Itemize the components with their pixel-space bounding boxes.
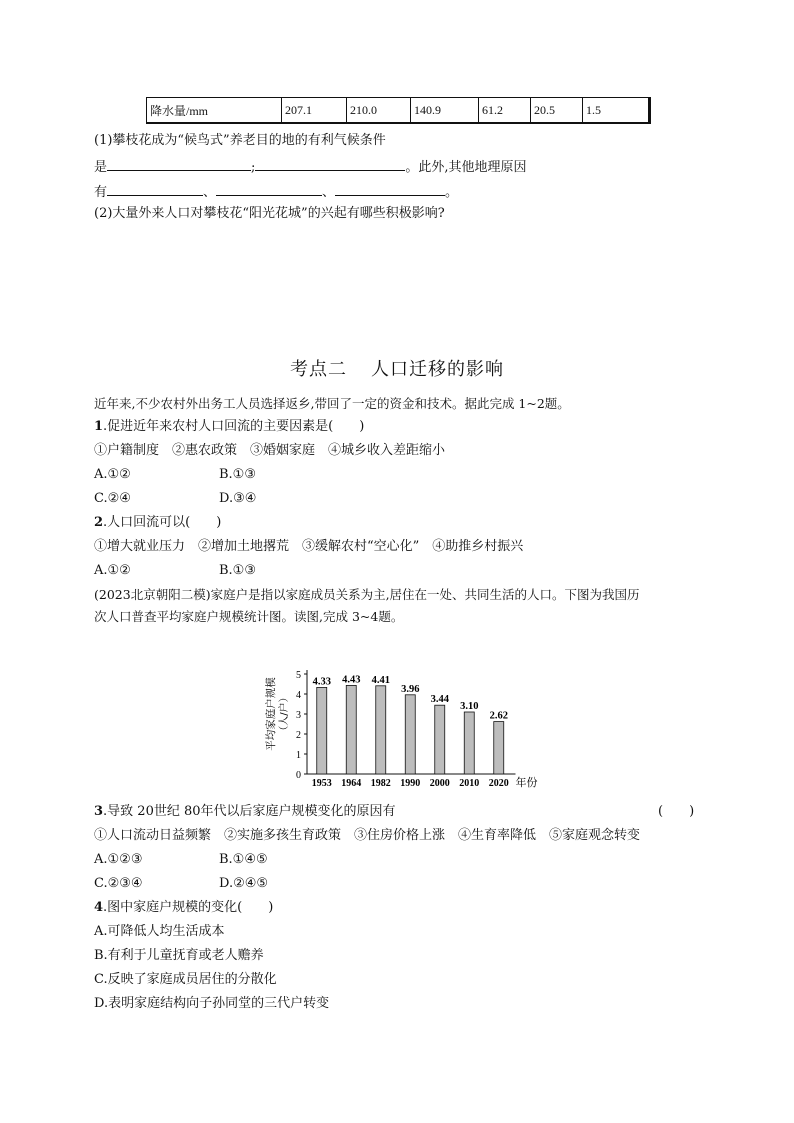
y-axis-unit-label: （人/户） xyxy=(279,692,290,736)
text: 。 xyxy=(445,185,459,200)
x-tick-label: 1964 xyxy=(341,778,362,789)
x-tick-label: 1982 xyxy=(370,778,391,789)
y-tick-label: 0 xyxy=(296,770,301,781)
x-tick-label: 2000 xyxy=(429,778,450,789)
x-tick-label: 2010 xyxy=(459,778,480,789)
bar xyxy=(317,687,327,774)
question-1-option-b[interactable]: B.①③ xyxy=(219,467,256,482)
answer-blank[interactable] xyxy=(107,156,251,171)
answer-blank[interactable] xyxy=(255,156,405,171)
answer-blank[interactable] xyxy=(335,181,445,196)
question-3-option-c[interactable]: C.②③④ xyxy=(94,876,143,891)
bar-value-label: 2.62 xyxy=(489,710,508,722)
question-1-option-c[interactable]: C.②④ xyxy=(94,491,131,506)
x-axis-label: 年份 xyxy=(515,776,538,789)
question-part1-line1: (1)攀枝花成为“候鸟式”养老目的地的有利气候条件 xyxy=(94,133,386,148)
text: .促进近年来农村人口回流的主要因素是( ) xyxy=(103,419,365,434)
bar-value-label: 3.44 xyxy=(430,694,449,706)
table-cell: 61.2 xyxy=(479,98,531,124)
question-4-option-c[interactable]: C.反映了家庭成员居住的分散化 xyxy=(94,972,277,987)
bar-value-label: 3.96 xyxy=(401,683,420,695)
question-number: 2 xyxy=(94,515,104,530)
text: 。此外,其他地理原因 xyxy=(405,160,527,175)
question-1-option-d[interactable]: D.③④ xyxy=(219,491,257,506)
text: 是 xyxy=(94,160,108,175)
y-axis-label: 平均家庭户规模 xyxy=(265,677,277,751)
text: .导致 20世纪 80年代以后家庭户规模变化的原因有 xyxy=(103,804,396,819)
question-2-option-a[interactable]: A.①② xyxy=(94,563,131,578)
bar xyxy=(464,712,474,774)
table-cell-label: 降水量/mm xyxy=(147,98,282,124)
question-3-items: ①人口流动日益频繁 ②实施多孩生育政策 ③住房价格上涨 ④生育率降低 ⑤家庭观念转变 xyxy=(94,828,641,843)
y-tick-label: 5 xyxy=(296,670,301,681)
question-number: 3 xyxy=(94,804,104,819)
question-part1-line2 xyxy=(94,156,527,177)
y-tick-label: 3 xyxy=(296,710,301,721)
y-tick-label: 2 xyxy=(296,730,301,741)
question-2-stem xyxy=(94,514,221,532)
question-3-option-a[interactable]: A.①②③ xyxy=(94,852,143,867)
text: .图中家庭户规模的变化( ) xyxy=(103,900,274,915)
bar-value-label: 4.33 xyxy=(312,676,331,688)
question-3-option-b[interactable]: B.①④⑤ xyxy=(219,852,268,867)
table-cell: 20.5 xyxy=(531,98,583,124)
text: 、 xyxy=(322,185,336,200)
bar xyxy=(405,695,415,774)
question-2-items: ①增大就业压力 ②增加土地撂荒 ③缓解农村“空心化” ④助推乡村振兴 xyxy=(94,539,524,554)
bar xyxy=(435,705,445,774)
bar xyxy=(494,722,504,774)
answer-blank[interactable] xyxy=(107,181,203,196)
question-4-option-d[interactable]: D.表明家庭结构向子孙同堂的三代户转变 xyxy=(94,996,330,1011)
text: .人口回流可以( ) xyxy=(103,515,222,530)
question-3-stem xyxy=(94,803,396,821)
question-3-option-d[interactable]: D.②④⑤ xyxy=(219,876,269,891)
y-tick-label: 4 xyxy=(296,690,301,701)
intro-text-2-line2: 次人口普查平均家庭户规模统计图。读图,完成 3~4题。 xyxy=(94,609,404,624)
y-tick-label: 1 xyxy=(296,750,301,761)
x-tick-label: 2020 xyxy=(488,778,509,789)
answer-blank[interactable] xyxy=(216,181,322,196)
section-title: 人口迁移的影响 xyxy=(371,359,504,380)
household-size-chart xyxy=(262,656,542,792)
bar-value-label: 3.10 xyxy=(460,701,479,712)
section-label: 考点二 xyxy=(290,359,347,380)
text: 、 xyxy=(203,185,217,200)
question-number: 4 xyxy=(94,900,104,915)
bar xyxy=(376,686,386,774)
question-part1-line3 xyxy=(94,181,458,202)
table-cell: 1.5 xyxy=(583,98,650,124)
intro-text-2-line1: (2023北京朝阳二模)家庭户是指以家庭成员关系为主,居住在一处、共同生活的人口。下图为我国历 xyxy=(94,587,640,602)
bar-value-label: 4.41 xyxy=(371,674,390,686)
table-row xyxy=(147,98,650,124)
question-number: 1 xyxy=(94,419,104,434)
table-cell: 210.0 xyxy=(347,98,411,124)
question-1-items: ①户籍制度 ②惠农政策 ③婚姻家庭 ④城乡收入差距缩小 xyxy=(94,443,446,458)
text: 有 xyxy=(94,185,108,200)
question-part2: (2)大量外来人口对攀枝花“阳光花城”的兴起有哪些积极影响? xyxy=(94,206,445,221)
section-heading xyxy=(0,355,794,381)
x-tick-label: 1953 xyxy=(311,778,332,789)
x-tick-label: 1990 xyxy=(400,778,421,789)
question-1-stem xyxy=(94,418,364,436)
question-4-option-a[interactable]: A.可降低人均生活成本 xyxy=(94,924,225,939)
question-2-option-b[interactable]: B.①③ xyxy=(219,563,256,578)
answer-paren[interactable]: ( ) xyxy=(658,804,695,819)
question-1-option-a[interactable]: A.①② xyxy=(94,467,131,482)
question-4-stem xyxy=(94,899,273,917)
table-cell: 140.9 xyxy=(411,98,479,124)
table-cell: 207.1 xyxy=(282,98,347,124)
intro-text-1: 近年来,不少农村外出务工人员选择返乡,带回了一定的资金和技术。据此完成 1~2题。 xyxy=(94,396,570,411)
bar-value-label: 4.43 xyxy=(342,674,361,686)
text: ; xyxy=(251,160,256,175)
question-4-option-b[interactable]: B.有利于儿童抚育或老人赡养 xyxy=(94,948,264,963)
bar xyxy=(346,685,356,774)
rainfall-table xyxy=(146,97,651,124)
